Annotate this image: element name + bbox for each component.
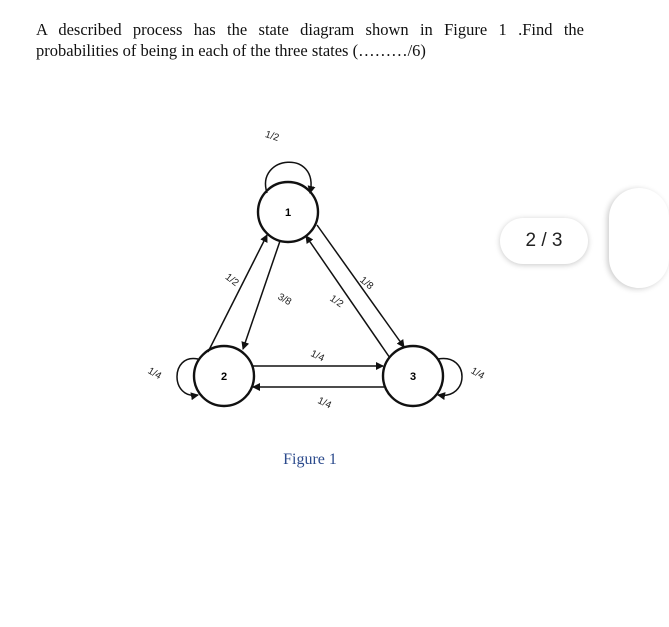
state-3-label: 3 xyxy=(409,371,417,383)
prob-label-3-2: 1/4 xyxy=(315,395,333,412)
prob-label-2-2: 1/4 xyxy=(145,365,164,383)
question-text: A described process has the state diagram shown in Figure 1 .Find the probabilities of being in each of the three states (………/6) xyxy=(36,20,584,60)
prob-label-2-1: 1/2 xyxy=(222,271,241,289)
figure-caption: Figure 1 xyxy=(283,451,337,468)
edge-1-to-2 xyxy=(243,241,280,349)
prob-label-2-3: 1/4 xyxy=(308,348,326,365)
prob-label-3-1: 1/2 xyxy=(327,293,346,311)
page-indicator: 2 / 3 xyxy=(500,218,588,264)
state-1-label: 1 xyxy=(284,207,292,219)
edge-3-to-1 xyxy=(306,236,390,358)
state-diagram-svg xyxy=(140,115,487,425)
prob-label-1-2: 3/8 xyxy=(275,291,294,309)
edge-1-to-3 xyxy=(317,225,404,347)
prob-label-3-3: 1/4 xyxy=(468,365,487,383)
prob-label-1-3: 1/8 xyxy=(357,274,376,293)
prob-label-1-1: 1/2 xyxy=(263,129,281,144)
self-loop-1 xyxy=(266,162,312,193)
state-2-label: 2 xyxy=(220,371,228,383)
state-diagram xyxy=(140,115,487,425)
next-page-tab[interactable] xyxy=(609,188,669,288)
edge-2-to-1 xyxy=(208,235,267,352)
